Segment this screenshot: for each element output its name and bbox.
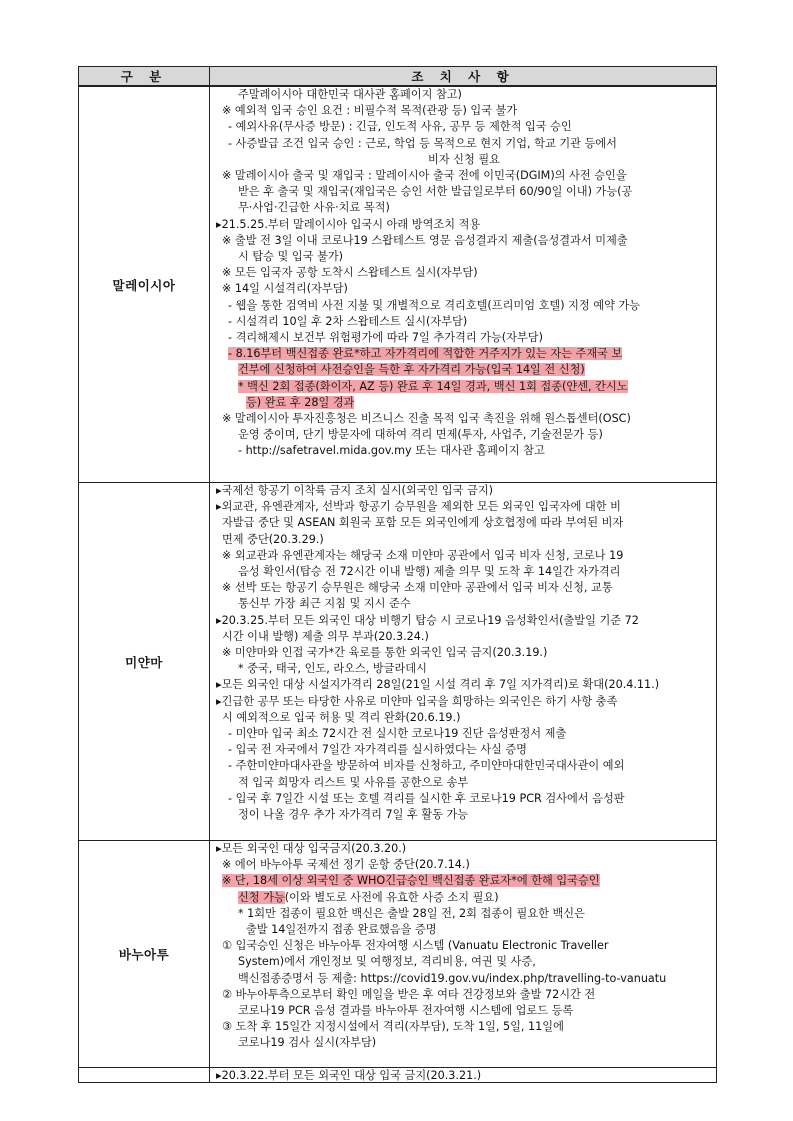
- table-row: [79, 86, 717, 483]
- measures-cell: [210, 1068, 717, 1083]
- measure-line: ※ 말레이시아 투자진흥청은 비즈니스 진출 목적 입국 촉진을 위해 원스톱센터(OSC): [222, 412, 631, 426]
- table-row: [79, 841, 717, 1068]
- measure-line: ③ 도착 후 15일간 지정시설에서 격리(자부담), 도착 1일, 5일, 11일에: [222, 1020, 564, 1034]
- measure-line: 정이 나올 경우 추가 자가격리 7일 후 활동 가능: [238, 808, 469, 822]
- measure-line: ※ 선박 또는 항공기 승무원은 해당국 소재 미얀마 공관에서 입국 비자 신청, 교통: [222, 581, 613, 595]
- header-measures: 조 치 사 항: [210, 67, 717, 87]
- header-category: 구 분: [79, 67, 210, 87]
- measure-line: * 1회만 접종이 필요한 백신은 출발 28일 전, 2회 접종이 필요한 백신은: [238, 906, 585, 920]
- measures-cell: [210, 483, 717, 841]
- measure-line: ※ 14일 시설격리(자부담): [222, 282, 348, 296]
- measure-line: ▸20.3.25.부터 모든 외국인 대상 비행기 탑승 시 코로나19 음성확인서(출발일 기준 72: [216, 613, 639, 627]
- measure-line: - 8.16부터 백신접종 완료*하고 자가격리에 적합한 거주지가 있는 자는 주재국 보: [228, 347, 623, 361]
- measure-line: 주말레이시아 대한민국 대사관 홈페이지 참고): [238, 88, 462, 101]
- measure-line: ※ 출발 전 3일 이내 코로나19 스왑테스트 영문 음성결과지 제출(음성결과서 미제출: [222, 233, 628, 247]
- measure-line: ※ 단, 18세 이상 외국인 중 WHO긴급승인 백신접종 완료자*에 한해 입국승인: [222, 874, 600, 888]
- measure-line: ▸긴급한 공무 또는 타당한 사유로 미얀마 입국을 희망하는 외국인은 하기 사항 충족: [216, 694, 618, 708]
- measure-line: 코로나19 검사 실시(자부담): [238, 1036, 377, 1050]
- country-label: 바누아투: [79, 841, 210, 1068]
- measure-line: 시 예외적으로 입국 허용 및 격리 완화(20.6.19.): [222, 710, 461, 724]
- measure-line: * 백신 2회 접종(화이자, AZ 등) 완료 후 14일 경과, 백신 1회 접종(얀센, 칸시노: [238, 379, 628, 393]
- measure-line: - 격리해제시 보건부 위험평가에 따라 7일 추가격리 가능(자부담): [228, 331, 543, 345]
- measure-line: - 웹을 통한 검역비 사전 지불 및 개별적으로 격리호텔(프리미엄 호텔) 지정 예약 가능: [228, 298, 641, 312]
- measure-line: ▸외교관, 유엔관계자, 선박과 항공기 승무원을 제외한 모든 외국인 입국자에 대한 비: [216, 500, 621, 514]
- measure-line: 자발급 중단 및 ASEAN 회원국 포함 모든 외국인에게 상호협정에 따라 부여된 비자: [222, 516, 624, 530]
- measure-line: 운영 중이며, 단기 방문자에 대하여 격리 면제(투자, 사업주, 기술전문가 등): [238, 428, 603, 442]
- country-label: 말레이시아: [79, 86, 210, 483]
- measure-line: ※ 예외적 입국 승인 요건 : 비필수적 목적(관광 등) 입국 불가: [222, 104, 518, 118]
- measure-line: ▸모든 외국인 대상 입국금지(20.3.20.): [216, 842, 407, 855]
- measure-line: ※ 모든 입국자 공항 도착시 스왑테스트 실시(자부담): [222, 266, 478, 280]
- measure-line: 비자 신청 필요: [428, 152, 500, 166]
- measure-line: ▸21.5.25.부터 말레이시아 입국시 아래 방역조치 적용: [216, 217, 481, 231]
- table-row: [79, 483, 717, 841]
- measure-line: 출발 14일전까지 접종 완료했음을 증명: [246, 923, 437, 937]
- measure-line: 적 입국 희망자 리스트 및 사유를 공한으로 송부: [238, 775, 469, 789]
- measure-line: 통신부 가장 최근 지침 및 지시 준수: [238, 597, 411, 611]
- measure-line: 시간 이내 발행) 제출 의무 부과(20.3.24.): [222, 629, 429, 643]
- measure-line: ▸20.3.22.부터 모든 외국인 대상 입국 금지(20.3.21.): [216, 1069, 482, 1082]
- measure-line: - 예외사유(무사증 방문) : 긴급, 인도적 사유, 공무 등 제한적 입국 승인: [228, 120, 572, 134]
- measure-line: - 입국 전 자국에서 7일간 자가격리를 실시하였다는 사실 증명: [228, 743, 527, 757]
- measures-cell: [210, 841, 717, 1068]
- measure-line: - 시설격리 10일 후 2차 스왑테스트 실시(자부담): [228, 314, 468, 328]
- measure-line: 등) 완료 후 28일 경과: [246, 395, 355, 409]
- measure-line: * 중국, 태국, 인도, 라오스, 방글라데시: [238, 662, 427, 676]
- measure-line: 음성 확인서(탑승 전 72시간 이내 발행) 제출 의무 및 도착 후 14일간 자가격리: [238, 565, 621, 579]
- measure-line: ※ 말레이시아 출국 및 재입국 : 말레이시아 출국 전에 이민국(DGIM)의 사전 승인을: [222, 169, 627, 183]
- measure-line: 백신접종증명서 등 제출: https://covid19.gov.vu/index.php/travelling-to-vanuatu: [238, 971, 667, 985]
- measure-line: 받은 후 출국 및 재입국(재입국은 승인 서한 발급일로부터 60/90일 이내) 가능(공: [238, 185, 633, 199]
- country-label: 미얀마: [79, 483, 210, 841]
- measure-line: - 사증발급 조건 입국 승인 : 근로, 학업 등 목적으로 현지 기업, 학교 기관 등에서: [228, 136, 617, 150]
- table-header-row: [79, 67, 717, 87]
- measure-line: ※ 미얀마와 인접 국가*간 육로를 통한 외국인 입국 금지(20.3.19.): [222, 646, 548, 660]
- measure-line: ▸모든 외국인 대상 시설지가격리 28일(21일 시설 격리 후 7일 지가격리)로 확대(20.4.11.): [216, 678, 660, 692]
- measures-table: [78, 66, 717, 1083]
- measure-line: ② 바누아투측으로부터 확인 메일을 받은 후 여타 건강정보와 출발 72시간 전: [222, 987, 596, 1001]
- measure-line: 무·사업·긴급한 사유·치료 목적): [238, 201, 390, 215]
- measure-line: - 주한미얀마대사관을 방문하여 비자를 신청하고, 주미얀마대한민국대사관이 예외: [228, 759, 625, 773]
- measures-cell: [210, 86, 717, 483]
- measure-line: ① 입국승인 신청은 바누아투 전자여행 시스템 (Vanuatu Electronic Traveller: [222, 939, 609, 953]
- measure-line: - 미얀마 입국 최소 72시간 전 실시한 코로나19 진단 음성판정서 제출: [228, 727, 567, 741]
- measure-line: - http://safetravel.mida.gov.my 또는 대사관 홈페이지 참고: [238, 444, 545, 458]
- measure-line: 신청 가능(이와 별도로 사전에 유효한 사증 소지 필요): [238, 890, 499, 904]
- measure-line: 건부에 신청하여 사전승인을 득한 후 자가격리 가능(입국 14일 전 신청): [238, 363, 585, 377]
- measure-line: System)에서 개인정보 및 여행정보, 격리비용, 여권 및 사증,: [238, 955, 536, 969]
- table-row: [79, 1068, 717, 1083]
- measure-line: 시 탑승 및 입국 불가): [238, 250, 344, 264]
- measure-line: 코로나19 PCR 음성 결과를 바누아투 전자여행 시스템에 업로드 등록: [238, 1004, 574, 1018]
- measure-line: ※ 외교관과 유엔관계자는 해당국 소재 미얀마 공관에서 입국 비자 신청, 코로나 19: [222, 548, 624, 562]
- measure-line: ▸국제선 항공기 이착륙 금지 조치 실시(외국인 입국 금지): [216, 484, 493, 497]
- country-label: [79, 1068, 210, 1083]
- measure-line: ※ 에어 바누아투 국제선 정기 운항 중단(20.7.14.): [222, 858, 470, 872]
- measure-line: - 입국 후 7일간 시설 또는 호텔 격리를 실시한 후 코로나19 PCR 검사에서 음성판: [228, 791, 625, 805]
- measure-line: 면제 중단(20.3.29.): [222, 532, 324, 546]
